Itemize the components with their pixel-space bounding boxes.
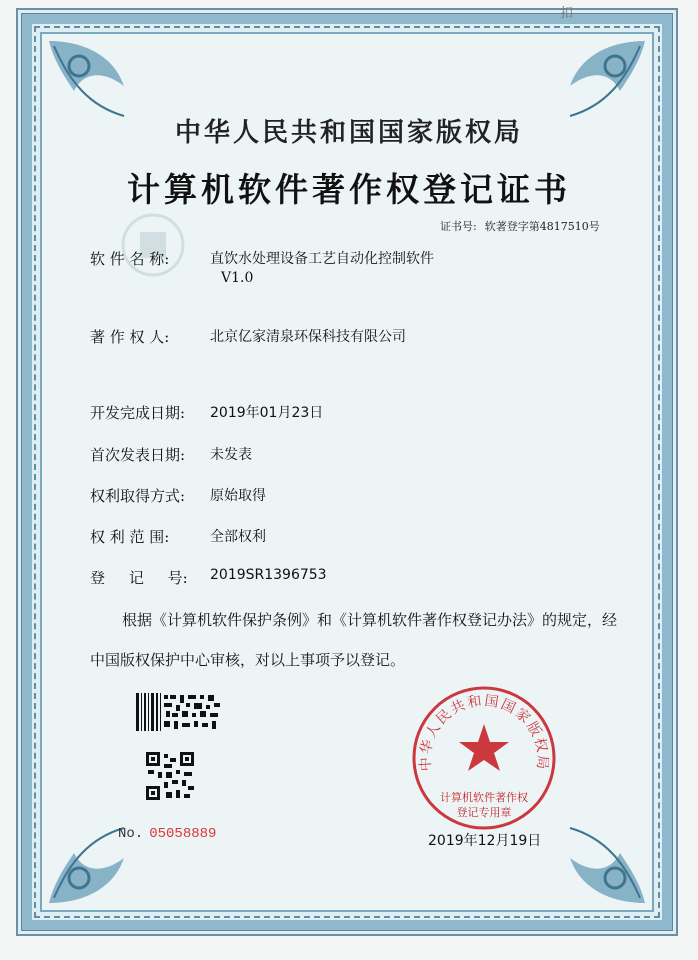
seal-ring-text: 中华人民共和国国家版权局 [417,692,551,772]
emblem-watermark-icon [118,210,188,280]
field-publish-date [90,444,252,465]
barcode-icon [136,693,224,731]
issue-date: 2019年12月19日 [428,833,542,849]
field-registration-number [90,567,327,588]
field-value: 北京亿家清泉环保科技有限公司 [210,329,406,345]
issuer-title: 中华人民共和国国家版权局 [174,118,523,148]
field-label: 登 记 号: [90,569,188,587]
certificate-number-label: 证书号: [440,220,477,233]
field-label: 权 利 范 围: [90,528,170,546]
field-value: 直饮水处理设备工艺自动化控制软件 [210,251,434,267]
field-value: 2019年01月23日 [210,405,324,421]
field-value: 未发表 [210,447,252,463]
field-owner [90,326,406,347]
qr-code-icon [146,752,194,800]
field-value: 2019SR1396753 [210,567,327,583]
serial-prefix: No. [118,826,144,842]
field-label: 权利取得方式: [90,487,186,505]
field-label: 软 件 名 称: [90,250,170,268]
serial-value: 05058889 [149,826,217,842]
serial-number [118,826,216,842]
software-version: V1.0 [221,270,254,286]
field-software-name [90,248,434,286]
corner-ornament-icon [560,818,650,908]
field-label: 开发完成日期: [90,404,186,422]
field-label: 著 作 权 人: [90,328,170,346]
field-dev-date [90,402,323,423]
certificate-number [440,218,600,234]
field-label: 首次发表日期: [90,446,186,464]
certificate-number-value: 软著登字第4817510号 [484,220,600,233]
field-value: 原始取得 [210,488,266,504]
field-scope [90,526,266,547]
seal-text [410,790,558,820]
seal-bottom-text: 登记专用章 [456,806,512,819]
seal-center-text: 计算机软件著作权 [440,791,528,804]
field-acquisition [90,485,266,506]
handwritten-mark: 扣 [560,6,574,21]
certificate-title: 计算机软件著作权登记证书 [127,170,571,209]
field-value: 全部权利 [210,529,266,545]
statement-paragraph: 根据《计算机软件保护条例》和《计算机软件著作权登记办法》的规定，经中国版权保护中心审核，对以上事项予以登记。 [90,611,618,669]
